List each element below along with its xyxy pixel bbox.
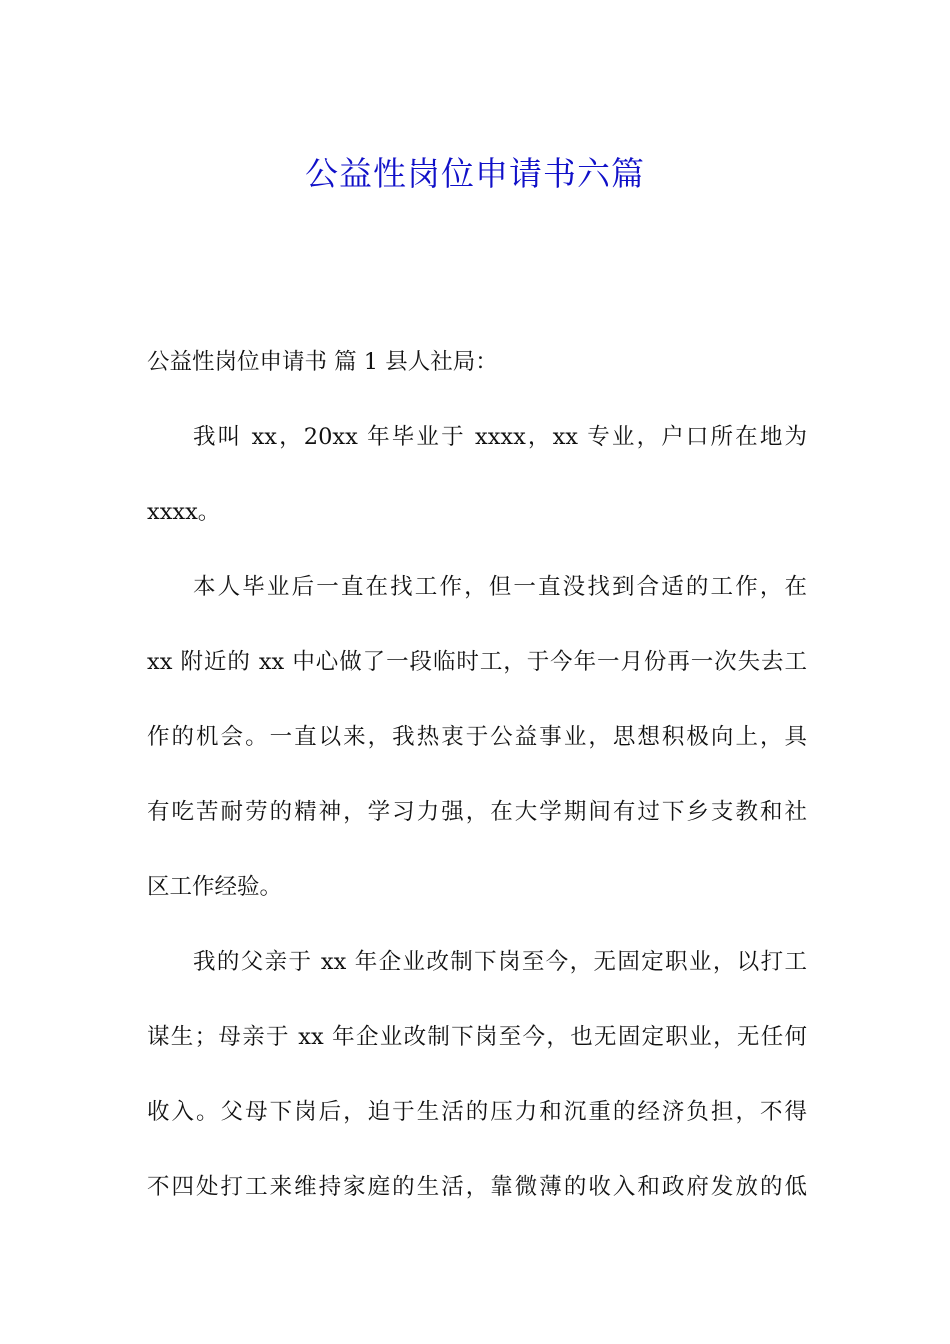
body-line: 谋生；母亲于 xx 年企业改制下岗至今，也无固定职业，无任何 xyxy=(147,1024,807,1050)
document-title: 公益性岗位申请书六篇 xyxy=(305,154,645,194)
body-line: 有吃苦耐劳的精神，学习力强，在大学期间有过下乡支教和社 xyxy=(147,799,807,825)
document-body xyxy=(147,338,807,1238)
body-line: 不四处打工来维持家庭的生活，靠微薄的收入和政府发放的低 xyxy=(147,1174,807,1200)
body-line: xx 附近的 xx 中心做了一段临时工，于今年一月份再一次失去工 xyxy=(147,649,807,675)
body-line: 我的父亲于 xx 年企业改制下岗至今，无固定职业，以打工 xyxy=(193,949,807,975)
body-line: 公益性岗位申请书 篇 1 县人社局： xyxy=(147,349,498,375)
body-line: 区工作经验。 xyxy=(147,874,283,900)
body-line: 收入。父母下岗后，迫于生活的压力和沉重的经济负担，不得 xyxy=(147,1099,807,1125)
body-line: 我叫 xx，20xx 年毕业于 xxxx，xx 专业，户口所在地为 xyxy=(193,424,807,450)
body-line: 作的机会。一直以来，我热衷于公益事业，思想积极向上，具 xyxy=(147,724,807,750)
body-line: xxxx。 xyxy=(147,499,221,525)
body-line: 本人毕业后一直在找工作，但一直没找到合适的工作，在 xyxy=(193,574,807,600)
